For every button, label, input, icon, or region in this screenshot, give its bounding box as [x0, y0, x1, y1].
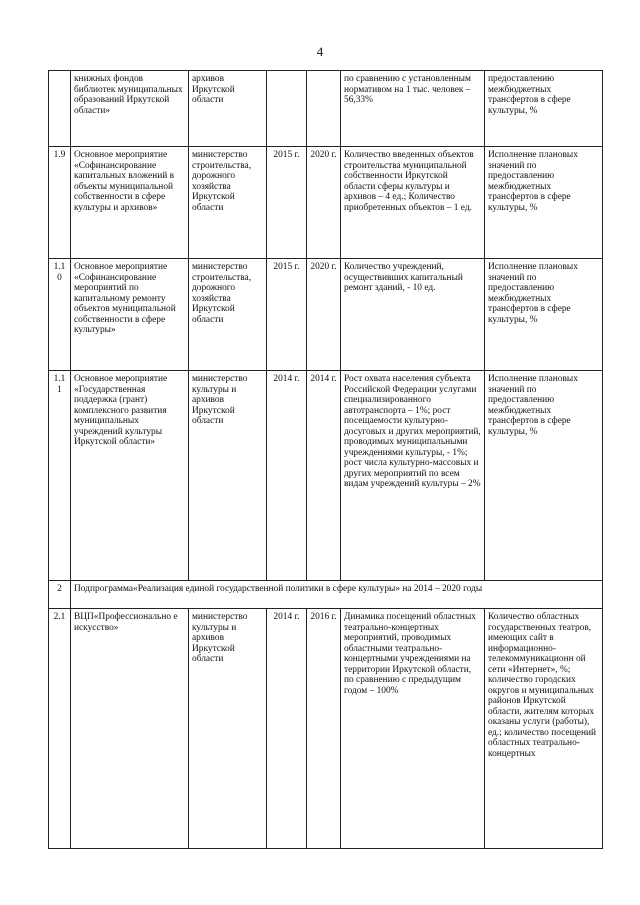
executor-cell: министерство культуры и архивов Иркутской области	[189, 609, 267, 849]
end-year-cell: 2020 г.	[307, 147, 341, 259]
event-cell: Основное мероприятие «Софинансирование мероприятий по капитальному ремонту объектов муниципальной собственности в сфере культуры»	[71, 259, 189, 371]
executor-cell: министерство строительства, дорожного хозяйства Иркутской области	[189, 147, 267, 259]
table-row	[49, 609, 603, 849]
start-year-cell: 2015 г.	[267, 147, 307, 259]
table-row	[49, 259, 603, 371]
page-number: 4	[316, 44, 324, 59]
target-cell: Исполнение плановых значений по предоставлению межбюджетных трансфертов в сфере культуры, %	[485, 259, 603, 371]
row-number: 1.10	[49, 259, 71, 371]
table-row	[49, 371, 603, 581]
row-number	[49, 71, 71, 147]
end-year-cell: 2016 г.	[307, 609, 341, 849]
indicator-cell: Количество учреждений, осуществивших капитальный ремонт зданий, - 10 ед.	[341, 259, 485, 371]
event-cell: ВЦП«Профессионально е искусство»	[71, 609, 189, 849]
executor-cell: министерство строительства, дорожного хозяйства Иркутской области	[189, 259, 267, 371]
indicator-cell: по сравнению с установленным нормативом на 1 тыс. человек – 56,33%	[341, 71, 485, 147]
event-cell: книжных фондов библиотек муниципальных образований Иркутской области»	[71, 71, 189, 147]
event-cell: Основное мероприятие «Софинансирование капитальных вложений в объекты муниципальной собственности в сфере культуры и архивов»	[71, 147, 189, 259]
start-year-cell: 2014 г.	[267, 609, 307, 849]
target-cell: Количество областных государственных театров, имеющих сайт в информационно-телекоммуникационн ой сети «Интернет», %; количество городских округов и муниципальных районов Иркутской области, жителям которых оказаны услуги (работы), ед.; количество посещений областных театрально-концертных	[485, 609, 603, 849]
table-row	[49, 147, 603, 259]
end-year-cell: 2020 г.	[307, 259, 341, 371]
section-title: Подпрограмма«Реализация единой государственной политики в сфере культуры» на 2014 – 2020 годы	[71, 581, 603, 609]
start-year-cell: 2015 г.	[267, 259, 307, 371]
executor-cell: архивов Иркутской области	[189, 71, 267, 147]
indicator-cell: Динамика посещений областных театрально-концертных мероприятий, проводимых областными театрально-концертными учреждениями на территории Иркутской области, по сравнению с предыдущим годом – 100%	[341, 609, 485, 849]
end-year-cell: 2014 г.	[307, 371, 341, 581]
start-year-cell: 2014 г.	[267, 371, 307, 581]
row-number: 2.1	[49, 609, 71, 849]
measures-table	[48, 70, 603, 849]
table-row	[49, 71, 603, 147]
indicator-cell: Количество введенных объектов строительства муниципальной собственности Иркутской области сферы культуры и архивов – 4 ед.; Количество приобретенных объектов – 1 ед.	[341, 147, 485, 259]
end-year-cell	[307, 71, 341, 147]
row-number: 1.11	[49, 371, 71, 581]
indicator-cell: Рост охвата населения субъекта Российской Федерации услугами специализированного автотранспорта – 1%; рост посещаемости культурно-досуговых и других мероприятий, проводимых муниципальными учреждениями культуры, - 1%; рост числа культурно-массовых и других мероприятий по всем видам учреждений культуры – 2%	[341, 371, 485, 581]
section-row	[49, 581, 603, 609]
section-number: 2	[49, 581, 71, 609]
event-cell: Основное мероприятие «Государственная поддержка (грант) комплексного развития муниципальных учреждений культуры Иркутской области»	[71, 371, 189, 581]
start-year-cell	[267, 71, 307, 147]
target-cell: Исполнение плановых значений по предоставлению межбюджетных трансфертов в сфере культуры, %	[485, 147, 603, 259]
executor-cell: министерство культуры и архивов Иркутской области	[189, 371, 267, 581]
target-cell: Исполнение плановых значений по предоставлению межбюджетных трансфертов в сфере культуры, %	[485, 371, 603, 581]
target-cell: предоставлению межбюджетных трансфертов в сфере культуры, %	[485, 71, 603, 147]
row-number: 1.9	[49, 147, 71, 259]
